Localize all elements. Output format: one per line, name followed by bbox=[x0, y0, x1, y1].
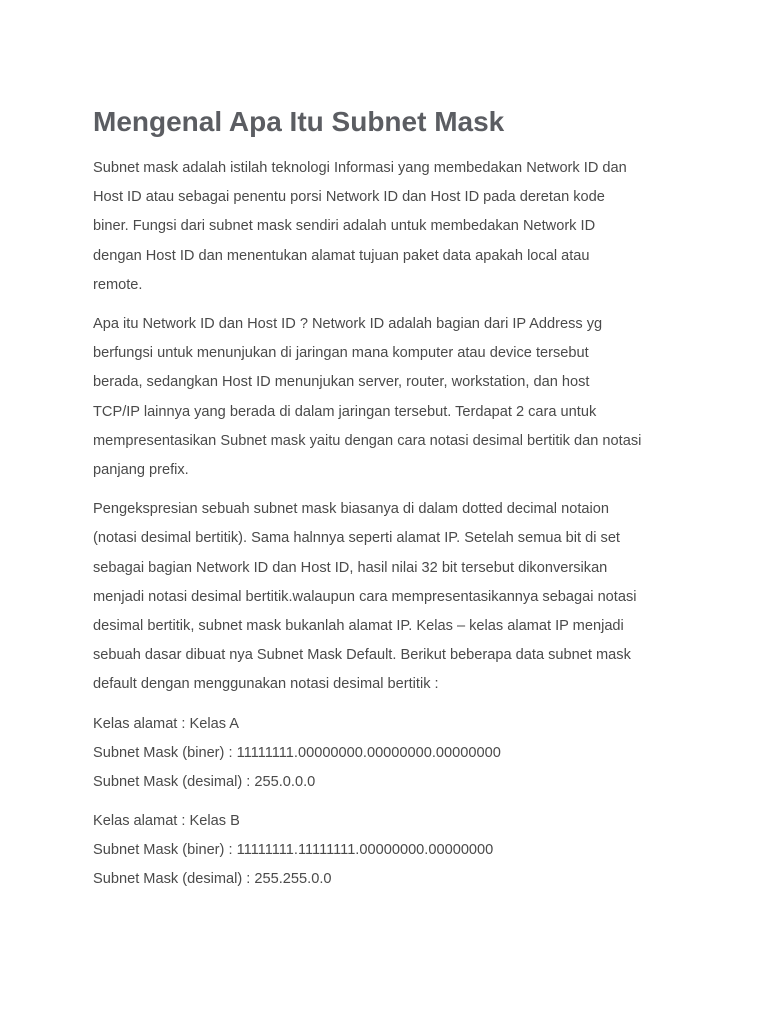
paragraph-network-id-host-id bbox=[93, 310, 683, 485]
class-block-a bbox=[93, 710, 683, 797]
paragraph-dotted-decimal bbox=[93, 495, 683, 699]
text-line: berada, sedangkan Host ID menunjukan server, router, workstation, dan host bbox=[93, 374, 590, 391]
subnet-mask-binary: Subnet Mask (biner) : 11111111.11111111.00000000.00000000 bbox=[93, 841, 494, 858]
text-line: Pengekspresian sebuah subnet mask biasanya di dalam dotted decimal notaion bbox=[93, 501, 609, 518]
text-line: mempresentasikan Subnet mask yaitu dengan cara notasi desimal bertitik dan notasi bbox=[93, 432, 642, 449]
text-line: Host ID atau sebagai penentu porsi Network ID dan Host ID pada deretan kode bbox=[93, 189, 605, 206]
text-line: panjang prefix. bbox=[93, 462, 189, 479]
text-line: default dengan menggunakan notasi desimal bertitik : bbox=[93, 676, 439, 693]
class-block-b bbox=[93, 807, 683, 894]
text-line: sebagai bagian Network ID dan Host ID, hasil nilai 32 bit tersebut dikonversikan bbox=[93, 559, 608, 576]
document-body bbox=[93, 154, 683, 904]
text-line: berfungsi untuk menunjukan di jaringan mana komputer atau device tersebut bbox=[93, 345, 589, 362]
text-line: remote. bbox=[93, 276, 143, 293]
text-line: desimal bertitik, subnet mask bukanlah alamat IP. Kelas – kelas alamat IP menjadi bbox=[93, 618, 624, 635]
class-label: Kelas alamat : Kelas A bbox=[93, 715, 240, 732]
subnet-mask-binary: Subnet Mask (biner) : 11111111.00000000.00000000.00000000 bbox=[93, 744, 501, 761]
subnet-mask-decimal: Subnet Mask (desimal) : 255.0.0.0 bbox=[93, 773, 316, 790]
text-line: TCP/IP lainnya yang berada di dalam jaringan tersebut. Terdapat 2 cara untuk bbox=[93, 403, 597, 420]
page-title: Mengenal Apa Itu Subnet Mask bbox=[93, 106, 505, 137]
text-line: Apa itu Network ID dan Host ID ? Network ID adalah bagian dari IP Address yg bbox=[93, 316, 603, 333]
text-line: Subnet mask adalah istilah teknologi Informasi yang membedakan Network ID dan bbox=[93, 160, 627, 176]
paragraph-subnet-mask-definition bbox=[93, 154, 683, 300]
text-line: sebuah dasar dibuat nya Subnet Mask Default. Berikut beberapa data subnet mask bbox=[93, 647, 631, 664]
class-label: Kelas alamat : Kelas B bbox=[93, 812, 240, 829]
subnet-mask-decimal: Subnet Mask (desimal) : 255.255.0.0 bbox=[93, 870, 332, 887]
text-line: (notasi desimal bertitik). Sama halnnya seperti alamat IP. Setelah semua bit di set bbox=[93, 530, 620, 547]
text-line: dengan Host ID dan menentukan alamat tujuan paket data apakah local atau bbox=[93, 247, 590, 264]
text-line: biner. Fungsi dari subnet mask sendiri adalah untuk membedakan Network ID bbox=[93, 218, 596, 235]
text-line: menjadi notasi desimal bertitik.walaupun cara mempresentasikannya sebagai notasi bbox=[93, 588, 637, 605]
